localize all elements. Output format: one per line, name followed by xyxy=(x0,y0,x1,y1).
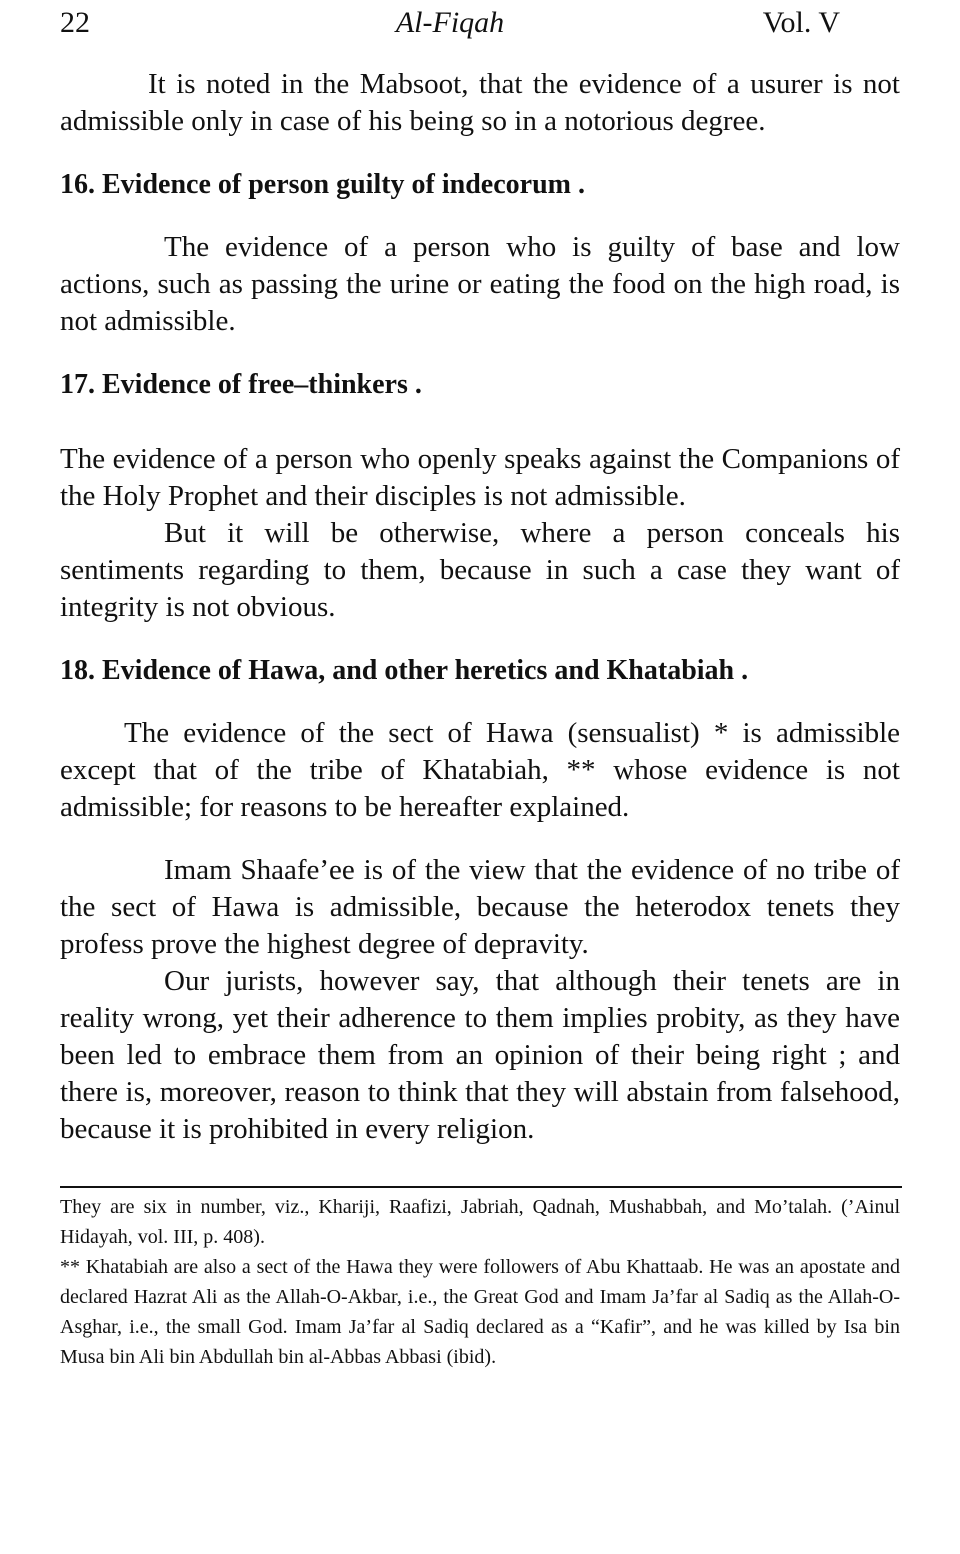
section-heading-18: 18. Evidence of Hawa, and other heretics and Khatabiah . xyxy=(60,655,749,686)
footnote-2: ** Khatabiah are also a sect of the Hawa they were followers of Abu Khattaab. He was an apostate and declared Hazrat Ali as the Allah-O-Akbar, i.e., the Great God and Imam Ja’far al Sadiq as the Allah-O-Asghar, i.e., the small God. Imam Ja’far al Sadiq declared as a “Kafir”, and he was killed by Isa bin Musa bin Ali bin Abdullah bin al-Abbas Abbasi (ibid). xyxy=(60,1256,900,1368)
paragraph-16: The evidence of a person who is guilty of base and low actions, such as passing the urine or eating the food on the high road, is not admissible. xyxy=(60,231,900,337)
intro-paragraph: It is noted in the Mabsoot, that the evidence of a usurer is not admissible only in case of his being so in a notorious degree. xyxy=(60,68,900,137)
page-number: 22 xyxy=(60,6,90,39)
main-text xyxy=(60,66,900,1148)
running-header xyxy=(60,6,840,46)
book-title: Al-Fiqah xyxy=(395,6,505,39)
paragraph-18a: The evidence of the sect of Hawa (sensualist) * is admissible except that of the tribe of Khatabiah, ** whose evidence is not admissible; for reasons to be hereafter explained. xyxy=(60,717,900,823)
section-heading-17: 17. Evidence of free–thinkers . xyxy=(60,369,422,400)
volume-label: Vol. V xyxy=(762,6,840,39)
paragraph-18c: Our jurists, however say, that although their tenets are in reality wrong, yet their adherence to them implies probity, as they have been led to embrace them from an opinion of their being right ; and there is, moreover, reason to think that they will abstain from falsehood, because it is prohibited in every religion. xyxy=(60,965,900,1145)
paragraph-18b: Imam Shaafe’ee is of the view that the evidence of no tribe of the sect of Hawa is admissible, because the heterodox tenets they profess prove the highest degree of depravity. xyxy=(60,854,900,960)
footnote-1: They are six in number, viz., Khariji, Raafizi, Jabriah, Qadnah, Mushabbah, and Mo’talah. (’Ainul Hidayah, vol. III, p. 408). xyxy=(60,1196,900,1248)
paragraph-17b: But it will be otherwise, where a person conceals his sentiments regarding to them, because in such a case they want of integrity is not obvious. xyxy=(60,517,900,623)
footnote-divider xyxy=(60,1186,902,1188)
section-heading-16: 16. Evidence of person guilty of indecorum . xyxy=(60,169,585,200)
paragraph-17a: The evidence of a person who openly speaks against the Companions of the Holy Prophet and their disciples is not admissible. xyxy=(60,443,900,512)
footnotes xyxy=(60,1192,900,1372)
